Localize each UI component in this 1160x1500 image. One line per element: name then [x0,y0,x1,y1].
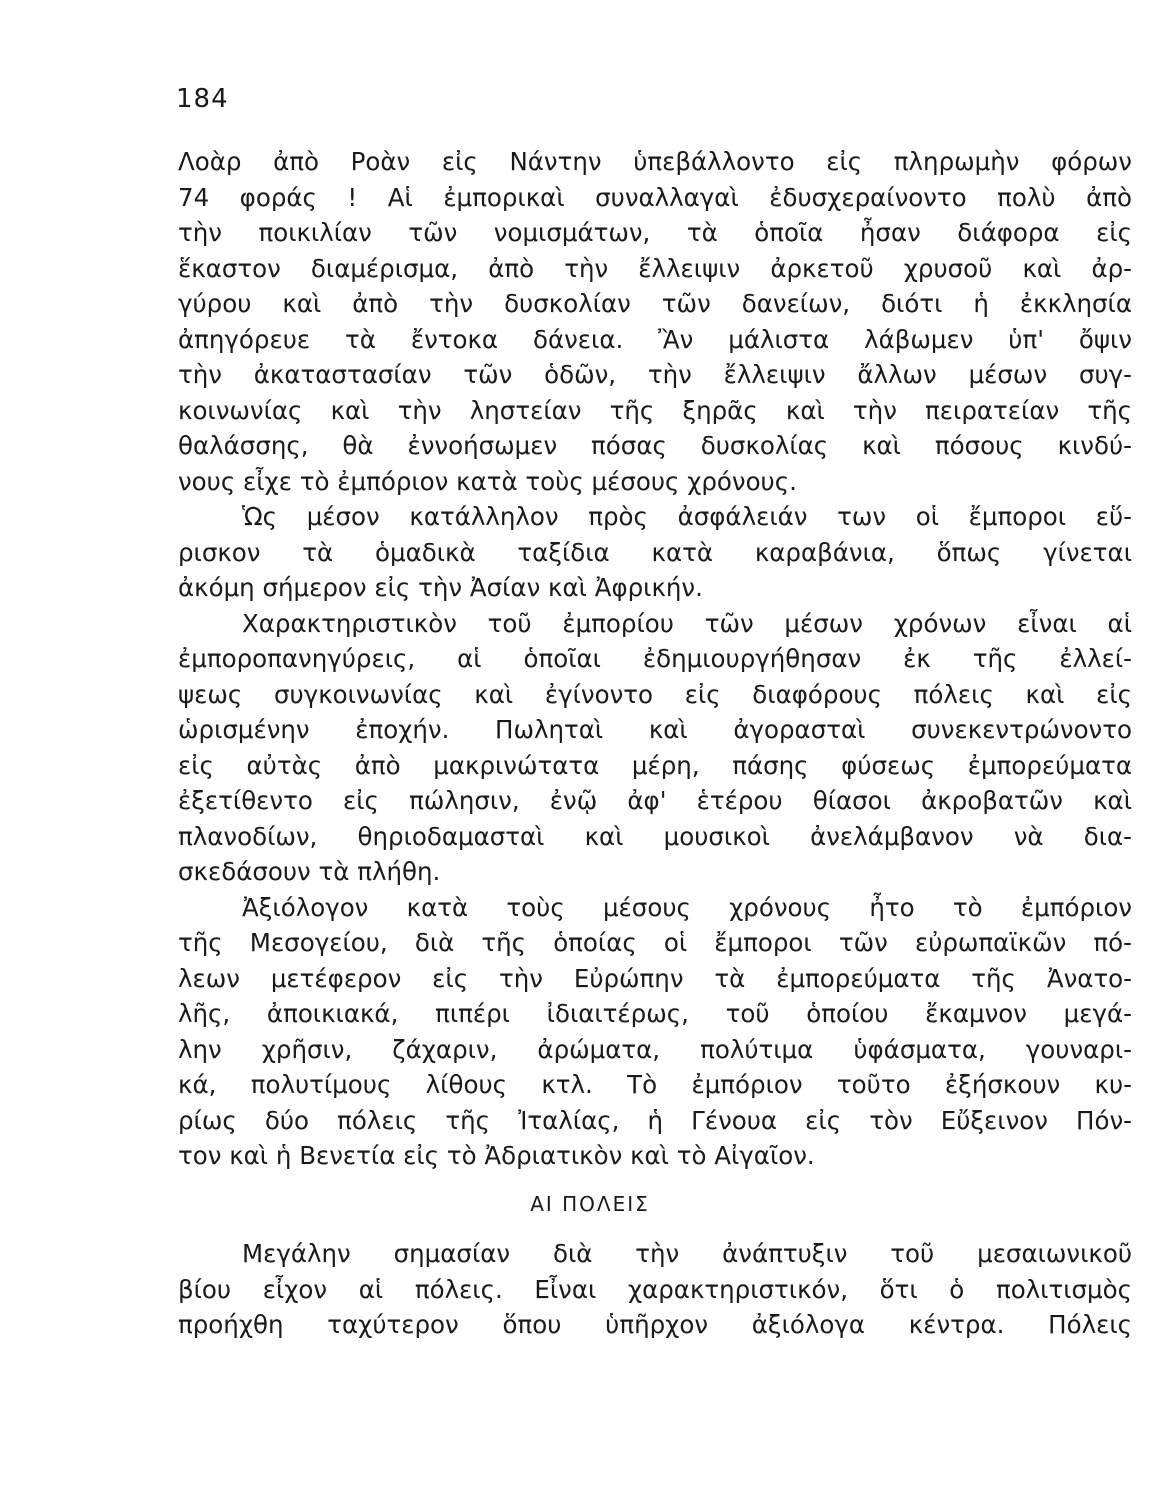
section-text [178,1236,1132,1343]
text-line: Μεγάλην σημασίαν διὰ τὴν ἀνάπτυξιν τοῦ μεσαιωνικοῦ [242,1239,1132,1268]
text-line: τον καὶ ἡ Βενετία εἰς τὸ Ἀδριατικὸν καὶ τὸ Αἰγαῖον. [178,1141,815,1170]
text-line: πλανοδίων, θηριοδαμασταὶ καὶ μουσικοὶ ἀνελάμβανον νὰ δια- [178,821,1132,851]
section-heading: ΑΙ ΠΟΛΕΙΣ [530,1192,650,1216]
text-line: τῆς Μεσογείου, διὰ τῆς ὁποίας οἱ ἔμποροι τῶν εὐρωπαϊκῶν πό- [178,928,1132,957]
page-number: 184 [176,84,229,114]
text-line: Χαρακτηριστικὸν τοῦ ἐμπορίου τῶν μέσων χρόνων εἶναι αἱ [242,608,1132,638]
text-line: σκεδάσουν τὰ πλήθη. [178,857,441,886]
text-line: Λοὰρ ἀπὸ Ροὰν εἰς Νάντην ὑπεβάλλοντο εἰς πληρωμὴν φόρων [178,147,1132,176]
text-line: Ὡς μέσον κατάλληλον πρὸς ἀσφάλειάν των οἱ ἔμποροι εὕ- [242,502,1132,531]
text-line: ἕκαστον διαμέρισμα, ἀπὸ τὴν ἔλλειψιν ἀρκετοῦ χρυσοῦ καὶ ἀρ- [178,253,1132,283]
text-line: Ἀξιόλογον κατὰ τοὺς μέσους χρόνους ἦτο τὸ ἐμπόριον [242,892,1132,922]
text-line: κά, πολυτίμους λίθους κτλ. Τὸ ἐμπόριον τοῦτο ἐξήσκουν κυ- [178,1070,1132,1099]
text-line: προήχθη ταχύτερον ὅπου ὑπῆρχον ἀξιόλογα κέντρα. Πόλεις [178,1310,1132,1339]
text-line: θαλάσσης, θὰ ἐννοήσωμεν πόσας δυσκολίας καὶ πόσους κινδύ- [178,431,1132,460]
text-line: ψεως συγκοινωνίας καὶ ἐγίνοντο εἰς διαφόρους πόλεις καὶ εἰς [178,679,1132,709]
text-line: ἐξετίθεντο εἰς πώλησιν, ἐνῷ ἀφ' ἑτέρου θίασοι ἀκροβατῶν καὶ [178,786,1132,815]
text-line: βίου εἶχον αἱ πόλεις. Εἶναι χαρακτηριστικόν, ὅτι ὁ πολιτισμὸς [178,1274,1132,1304]
text-line: ὡρισμένην ἐποχήν. Πωληταὶ καὶ ἀγορασταὶ συνεκεντρώνοντο [178,715,1132,744]
text-line: νους εἶχε τὸ ἐμπόριον κατὰ τοὺς μέσους χρόνους. [178,466,797,496]
text-line: εἰς αὐτὰς ἀπὸ μακρινώτατα μέρη, πάσης φύσεως ἐμπορεύματα [178,750,1132,780]
text-line: λην χρῆσιν, ζάχαριν, ἀρώματα, πολύτιμα ὑφάσματα, γουναρι- [178,1034,1132,1064]
text-line: ἀκόμη σήμερον εἰς τὴν Ἀσίαν καὶ Ἀφρικήν. [178,573,703,602]
text-line: ἐμποροπανηγύρεις, αἱ ὁποῖαι ἐδημιουργήθησαν ἐκ τῆς ἐλλεί- [178,644,1132,673]
text-line: κοινωνίας καὶ τὴν ληστείαν τῆς ξηρᾶς καὶ τὴν πειρατείαν τῆς [178,395,1132,425]
text-line: ρισκον τὰ ὁμαδικὰ ταξίδια κατὰ καραβάνια, ὅπως γίνεται [178,537,1132,567]
text-line: 74 φοράς ! Αἱ ἐμπορικαὶ συναλλαγαὶ ἐδυσχεραίνοντο πολὺ ἀπὸ [178,182,1132,212]
text-line: ρίως δύο πόλεις τῆς Ἰταλίας, ἡ Γένουα εἰς τὸν Εὔξεινον Πόν- [178,1105,1132,1135]
text-line: λεων μετέφερον εἰς τὴν Εὐρώπην τὰ ἐμπορεύματα τῆς Ἀνατο- [178,963,1132,993]
text-line: τὴν ἀκαταστασίαν τῶν ὁδῶν, τὴν ἔλλειψιν ἄλλων μέσων συγ- [178,360,1132,389]
text-line: τὴν ποικιλίαν τῶν νομισμάτων, τὰ ὁποῖα ἦσαν διάφορα εἰς [178,218,1132,247]
body-text [178,144,1132,1174]
text-line: ἀπηγόρευε τὰ ἔντοκα δάνεια. Ἂν μάλιστα λάβωμεν ὑπ' ὄψιν [178,324,1132,354]
text-line: γύρου καὶ ἀπὸ τὴν δυσκολίαν τῶν δανείων, διότι ἡ ἐκκλησία [178,289,1132,318]
text-line: λῆς, ἀποικιακά, πιπέρι ἰδιαιτέρως, τοῦ ὁποίου ἔκαμνον μεγά- [178,999,1132,1028]
